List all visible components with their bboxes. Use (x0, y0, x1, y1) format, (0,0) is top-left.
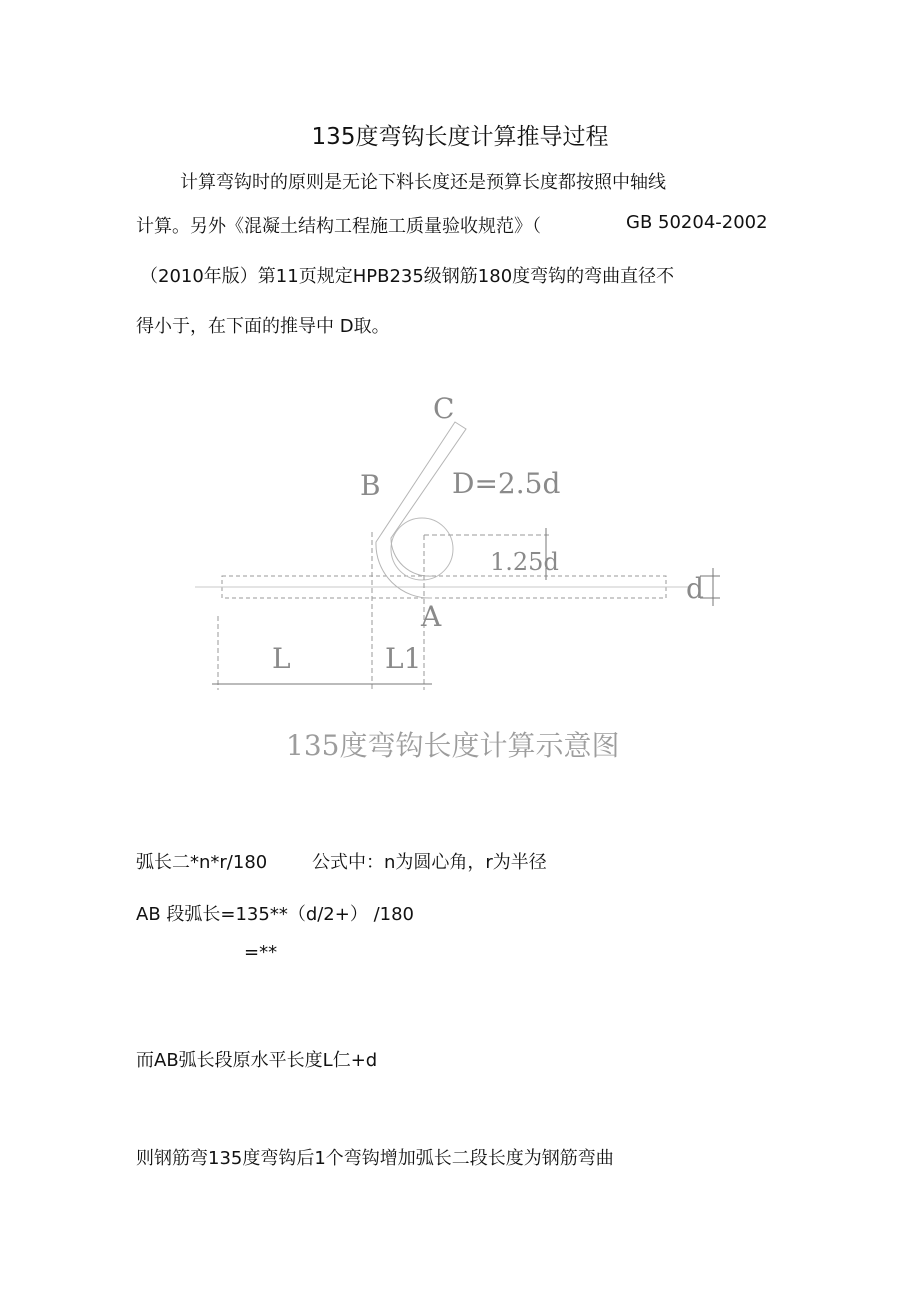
horizontal-length: 而AB弧长段原水平长度L仁+d (136, 1050, 378, 1071)
arc-note: 公式中：n为圆心角，r为半径 (312, 852, 547, 873)
ab-arc-formula: AB 段弧长=135**（d/2+） /180 (136, 904, 414, 925)
conclusion-line: 则钢筋弯135度弯钩后1个弯钩增加弧长二段长度为钢筋弯曲 (136, 1148, 614, 1169)
ab-arc-result: =** (244, 942, 278, 963)
intro-line-3: （2010年版）第11页规定HPB235级钢筋180度弯钩的弯曲直径不 (140, 266, 675, 287)
label-offset: 1.25d (490, 548, 559, 576)
label-l1: L1 (385, 642, 422, 675)
label-diameter: D=2.5d (452, 467, 561, 500)
hook-outer (376, 422, 466, 598)
label-b: B (360, 469, 381, 502)
page-title: 135度弯钩长度计算推导过程 (311, 124, 609, 150)
intro-line-2: 计算。另外《混凝土结构工程施工质量验收规范》（ (136, 216, 541, 237)
hook-diagram (0, 380, 920, 780)
intro-line-2-code: GB 50204-2002 (626, 212, 768, 233)
bend-circle (391, 518, 453, 580)
intro-line-4: 得小于，在下面的推导中 D取。 (136, 316, 390, 337)
arc-formula: 弧长二*n*r/180 (136, 852, 268, 873)
label-d: d (686, 572, 704, 605)
label-l: L (272, 642, 291, 675)
intro-line-1: 计算弯钩时的原则是无论下料长度还是预算长度都按照中轴线 (180, 172, 666, 193)
label-c: C (433, 392, 455, 425)
label-a: A (421, 600, 442, 633)
figure-caption: 135度弯钩长度计算示意图 (286, 729, 620, 762)
